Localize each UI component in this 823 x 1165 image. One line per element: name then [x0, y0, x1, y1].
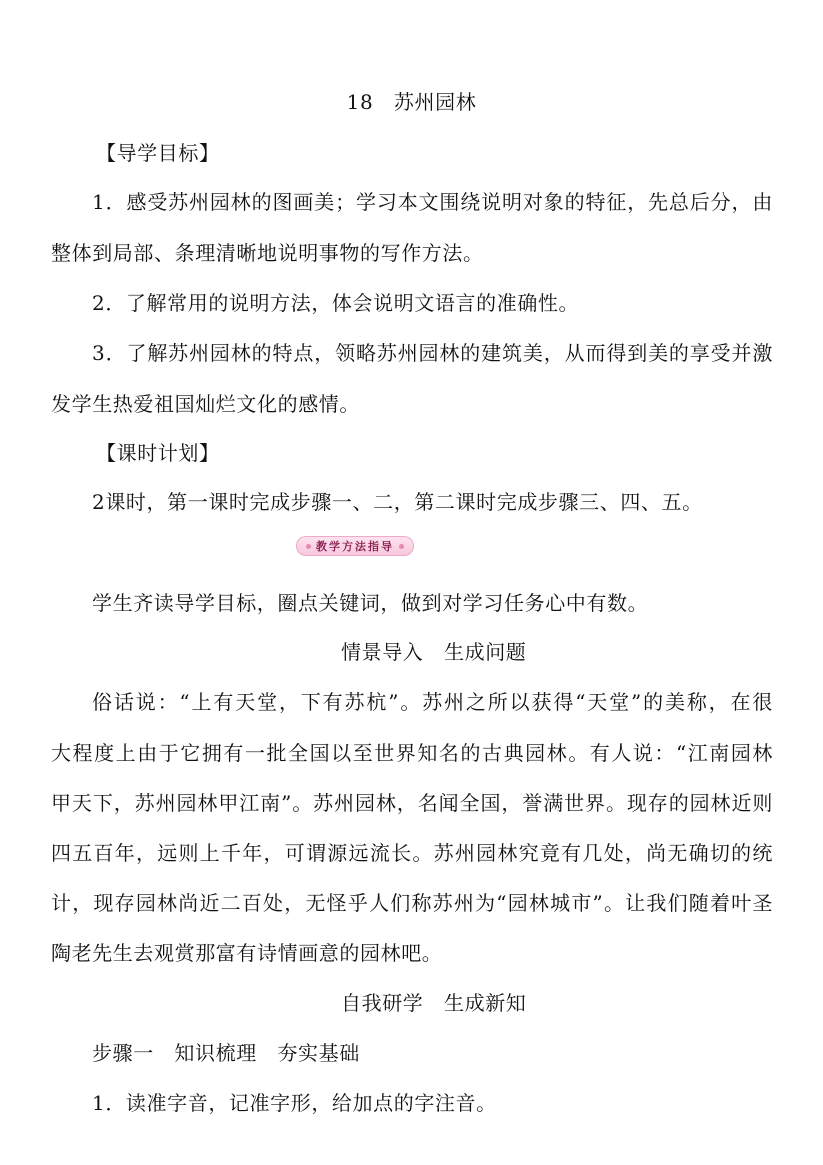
goal-3-line-2: 发学生热爱祖国灿烂文化的感情。	[51, 392, 360, 416]
intro-line-3: 甲天下，苏州园林甲江南”。苏州园林，名闻全国，誉满世界。现存的园林近则	[51, 791, 773, 815]
plan-heading: 【课时计划】	[96, 441, 220, 465]
intro-line-1: 俗话说：“上有天堂，下有苏杭”。苏州之所以获得“天堂”的美称，在很	[92, 690, 773, 714]
step-1-heading: 步骤一 知识梳理 夯实基础	[92, 1041, 360, 1065]
badge-dot-icon	[399, 544, 404, 549]
intro-line-5: 计，现存园林尚近二百处，无怪乎人们称苏州为“园林城市”。让我们随着叶圣	[51, 891, 773, 915]
intro-line-6: 陶老先生去观赏那富有诗情画意的园林吧。	[51, 941, 443, 965]
badge-label: 教学方法指导	[316, 540, 394, 553]
badge-dot-icon	[306, 544, 311, 549]
goal-1-line-2: 整体到局部、条理清晰地说明事物的写作方法。	[51, 241, 484, 265]
plan-text: 2课时，第一课时完成步骤一、二，第二课时完成步骤三、四、五。	[92, 490, 703, 514]
goal-2: 2．了解常用的说明方法，体会说明文语言的准确性。	[92, 291, 580, 315]
method-text: 学生齐读导学目标，圈点关键词，做到对学习任务心中有数。	[92, 591, 649, 615]
goal-1-line-1: 1．感受苏州园林的图画美；学习本文围绕说明对象的特征，先总后分，由	[92, 190, 773, 214]
study-heading: 自我研学 生成新知	[341, 991, 527, 1015]
intro-heading: 情景导入 生成问题	[341, 640, 527, 664]
step-1-item-1: 1．读准字音，记准字形，给加点的字注音。	[92, 1091, 497, 1115]
intro-line-2: 大程度上由于它拥有一批全国以至世界知名的古典园林。有人说：“江南园林	[51, 741, 773, 765]
teaching-method-badge	[296, 536, 414, 556]
intro-line-4: 四五百年，远则上千年，可谓源远流长。苏州园林究竟有几处，尚无确切的统	[51, 841, 773, 865]
page-title: 18 苏州园林	[346, 90, 477, 114]
goal-3-line-1: 3．了解苏州园林的特点，领略苏州园林的建筑美，从而得到美的享受并激	[92, 341, 773, 365]
goals-heading: 【导学目标】	[96, 141, 220, 165]
